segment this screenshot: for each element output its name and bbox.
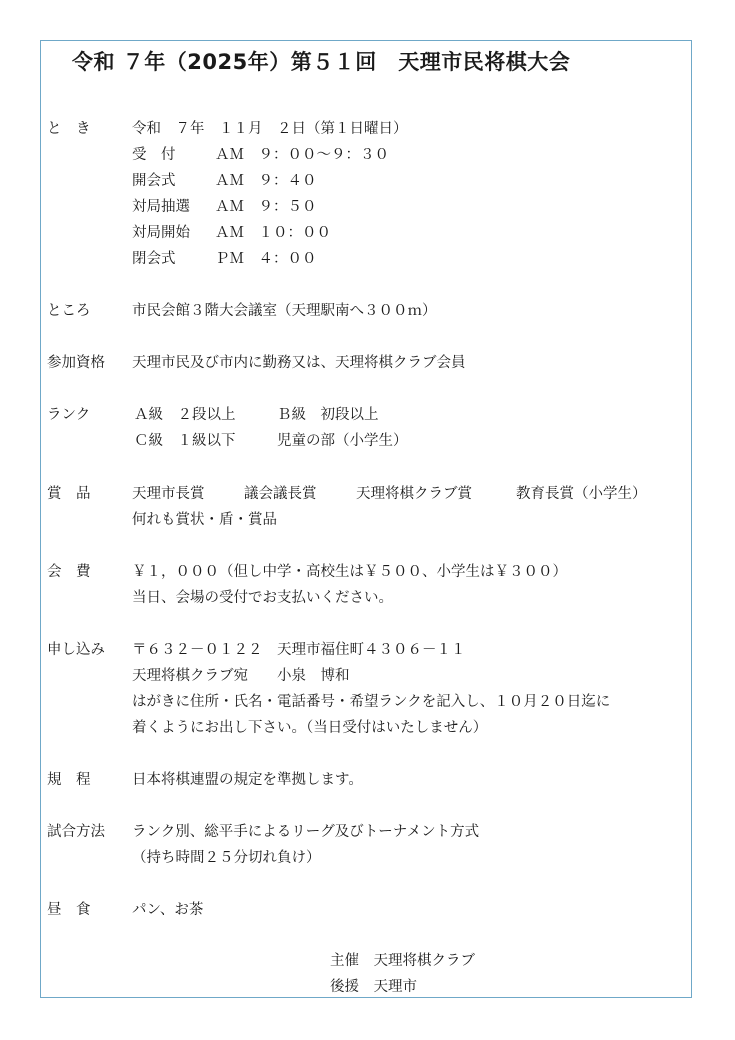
page-title: 令和 ７年（2025年）第５１回 天理市民将棋大会 (72, 50, 571, 74)
prize-item: 天理市長賞 (132, 486, 205, 502)
schedule-item: 受 付 (132, 147, 176, 163)
fee-note: 当日、会場の受付でお支払いください。 (132, 590, 393, 606)
label-date: と き (47, 121, 91, 137)
schedule-item: 対局抽選 (132, 199, 190, 215)
schedule-time: ＡＭ １０：００ (215, 225, 331, 241)
eligibility-text: 天理市民及び市内に勤務又は、天理将棋クラブ会員 (132, 355, 466, 371)
application-instructions-cont: 着くようにお出し下さい。（当日受付はいたしません） (132, 720, 488, 736)
schedule-item: 閉会式 (132, 251, 176, 267)
label-lunch: 昼 食 (47, 902, 91, 918)
prize-item: 議会議長賞 (244, 486, 317, 502)
rank-c: Ｃ級 １級以下 (134, 433, 236, 449)
event-date: 令和 ７年 １１月 ２日（第１日曜日） (132, 121, 408, 137)
format-text: ランク別、総平手によるリーグ及びトーナメント方式 (132, 824, 480, 840)
label-prizes: 賞 品 (47, 486, 91, 502)
schedule-time: ＡＭ ９：５０ (215, 199, 317, 215)
fee-text: ￥１，０００（但し中学・高校生は￥５００、小学生は￥３００） (132, 564, 567, 580)
organizer-support: 後援 天理市 (330, 979, 417, 995)
rules-text: 日本将棋連盟の規定を準拠します。 (132, 772, 363, 788)
label-application: 申し込み (47, 642, 105, 658)
label-rules: 規 程 (47, 772, 91, 788)
schedule-time: ＡＭ ９：００～９：３０ (215, 147, 389, 163)
label-rank: ランク (47, 407, 91, 423)
schedule-time: ＰＭ ４：００ (215, 251, 317, 267)
prize-note: 何れも賞状・盾・賞品 (132, 512, 277, 528)
application-recipient: 天理将棋クラブ宛 小泉 博和 (132, 668, 350, 684)
rank-children: 児童の部（小学生） (277, 433, 408, 449)
label-eligibility: 参加資格 (47, 355, 105, 371)
lunch-text: パン、お茶 (132, 902, 204, 918)
rank-b: Ｂ級 初段以上 (277, 407, 379, 423)
prize-item: 教育長賞（小学生） (516, 486, 647, 502)
format-note: （持ち時間２５分切れ負け） (132, 850, 321, 866)
schedule-item: 対局開始 (132, 225, 190, 241)
label-format: 試合方法 (47, 824, 105, 840)
prize-item: 天理将棋クラブ賞 (356, 486, 472, 502)
venue: 市民会館３階大会議室（天理駅南へ３００ｍ） (132, 303, 437, 319)
organizer-host: 主催 天理将棋クラブ (330, 953, 475, 969)
label-place: ところ (47, 303, 91, 319)
schedule-item: 開会式 (132, 173, 176, 189)
label-fee: 会 費 (47, 564, 91, 580)
application-address: 〒６３２－０１２２ 天理市福住町４３０６－１１ (132, 642, 466, 658)
schedule-time: ＡＭ ９：４０ (215, 173, 317, 189)
application-instructions: はがきに住所・氏名・電話番号・希望ランクを記入し、１０月２０日迄に (132, 694, 611, 710)
rank-a: Ａ級 ２段以上 (134, 407, 236, 423)
